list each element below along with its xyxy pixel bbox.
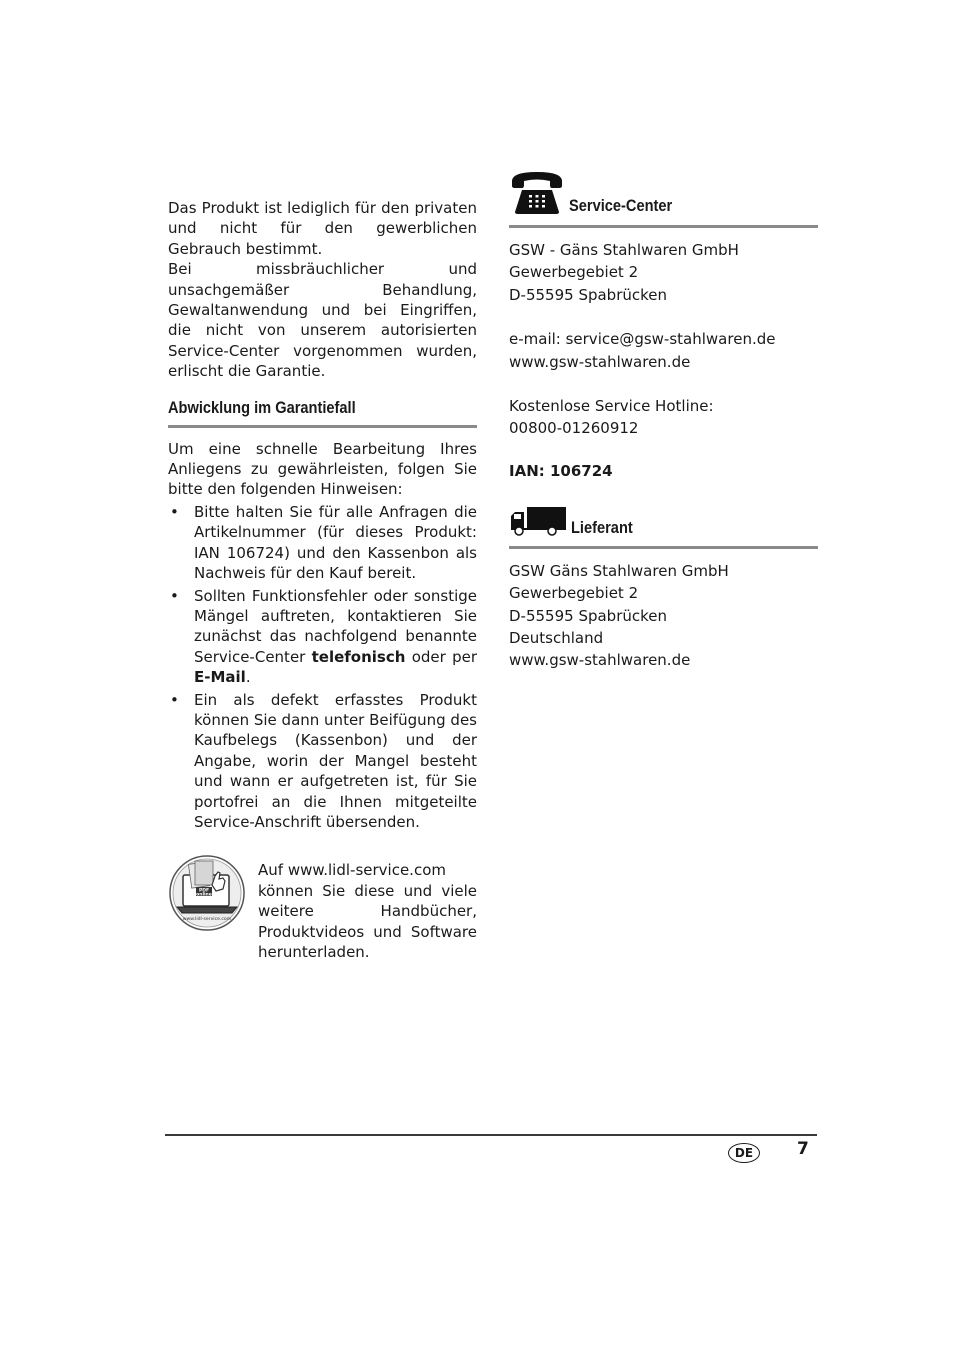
intro-paragraph-2: Bei missbräuchlicher und unsachgemäßer Behandlung, Gewaltanwendung und bei Eingriffen, die nicht von unserem autorisierten Service-Center vorgenommen wurden, erlischt die Garantie. xyxy=(168,260,477,381)
truck-icon xyxy=(509,506,567,540)
online-manuals-info xyxy=(168,860,477,962)
service-website: www.gsw-stahlwaren.de xyxy=(509,352,691,371)
bullet-text-part: . xyxy=(245,668,251,687)
online-manuals-text xyxy=(258,860,477,962)
bullet-text-part: oder per xyxy=(405,647,477,666)
warranty-section-rule xyxy=(168,425,477,428)
right-column xyxy=(509,168,818,672)
info-paragraph: können Sie diese und viele weitere Handbücher, Produktvideos und Software herunterladen. xyxy=(258,881,477,961)
intro-paragraph-1: Das Produkt ist lediglich für den privaten und nicht für den gewerblichen Gebrauch bestimmt. xyxy=(168,199,477,258)
icon-url-label: www.lidl-service.com xyxy=(182,917,232,923)
bullet-text-part: Sollten Funktionsfehler oder sonstige Mängel auftreten, kontaktieren Sie zunächst das nachfolgend benannte Service-Center xyxy=(194,586,477,666)
list-item xyxy=(168,586,477,688)
ian-number: IAN: 106724 xyxy=(509,461,613,480)
info-first-line: Auf www.lidl-service.com xyxy=(258,861,446,880)
service-city: D-55595 Spabrücken xyxy=(509,285,668,304)
service-center-header xyxy=(509,168,818,218)
supplier-title: Lieferant xyxy=(571,517,633,537)
pdf-label: PDF xyxy=(198,888,210,894)
supplier-country: Deutschland xyxy=(509,629,604,648)
service-center-title: Service-Center xyxy=(569,196,673,215)
bullet-glyph: • xyxy=(170,690,179,709)
supplier-rule xyxy=(509,546,818,549)
hotline-number: 00800-01260912 xyxy=(509,419,639,438)
bold-email-word: E-Mail xyxy=(194,668,246,687)
bullet-glyph: • xyxy=(170,586,179,605)
bullet-text: Bitte halten Sie für alle Anfragen die Artikelnummer (für dieses Produkt: IAN 106724) und den Kassenbon als Nachweis für den Kauf bereit. xyxy=(194,502,477,583)
supplier-website: www.gsw-stahlwaren.de xyxy=(509,651,691,670)
supplier-address xyxy=(509,560,818,672)
page-number: 7 xyxy=(797,1139,809,1159)
supplier-city: D-55595 Spabrücken xyxy=(509,606,668,625)
bullet-text: Ein als defekt erfasstes Produkt können Sie dann unter Beifügung des Kaufbelegs (Kassenbon) und der Angabe, worin der Mangel besteht und wann er aufgetreten ist, für Sie portofrei an die Ihnen mitgeteilte Service-Anschrift übersenden. xyxy=(194,690,477,831)
service-center-rule xyxy=(509,225,818,228)
warranty-section-title: Abwicklung im Garantiefall xyxy=(168,397,356,417)
left-column xyxy=(168,198,477,962)
hotline-label: Kostenlose Service Hotline: xyxy=(509,397,714,416)
bold-phone-word: telefonisch xyxy=(311,647,406,666)
language-badge: DE xyxy=(728,1143,760,1163)
service-street: Gewerbegebiet 2 xyxy=(509,263,639,282)
service-company: GSW - Gäns Stahlwaren GmbH xyxy=(509,241,739,259)
warranty-steps-list xyxy=(168,502,477,833)
footer-rule xyxy=(165,1134,817,1136)
online-label: online xyxy=(196,892,212,898)
supplier-street: Gewerbegebiet 2 xyxy=(509,584,639,603)
lidl-service-online-icon xyxy=(168,860,258,962)
list-item xyxy=(168,690,477,833)
list-item xyxy=(168,502,477,584)
service-center-address xyxy=(509,239,818,480)
bullet-text xyxy=(194,586,477,688)
supplier-company: GSW Gäns Stahlwaren GmbH xyxy=(509,561,729,580)
bullet-glyph: • xyxy=(170,502,179,521)
service-email: e-mail: service@gsw-stahlwaren.de xyxy=(509,330,776,349)
telephone-icon xyxy=(509,168,565,218)
warranty-section-intro: Um eine schnelle Bearbeitung Ihres Anliegens zu gewährleisten, folgen Sie bitte den folgenden Hinweisen: xyxy=(168,439,477,499)
warranty-section-header xyxy=(168,398,477,428)
supplier-header xyxy=(509,506,818,540)
